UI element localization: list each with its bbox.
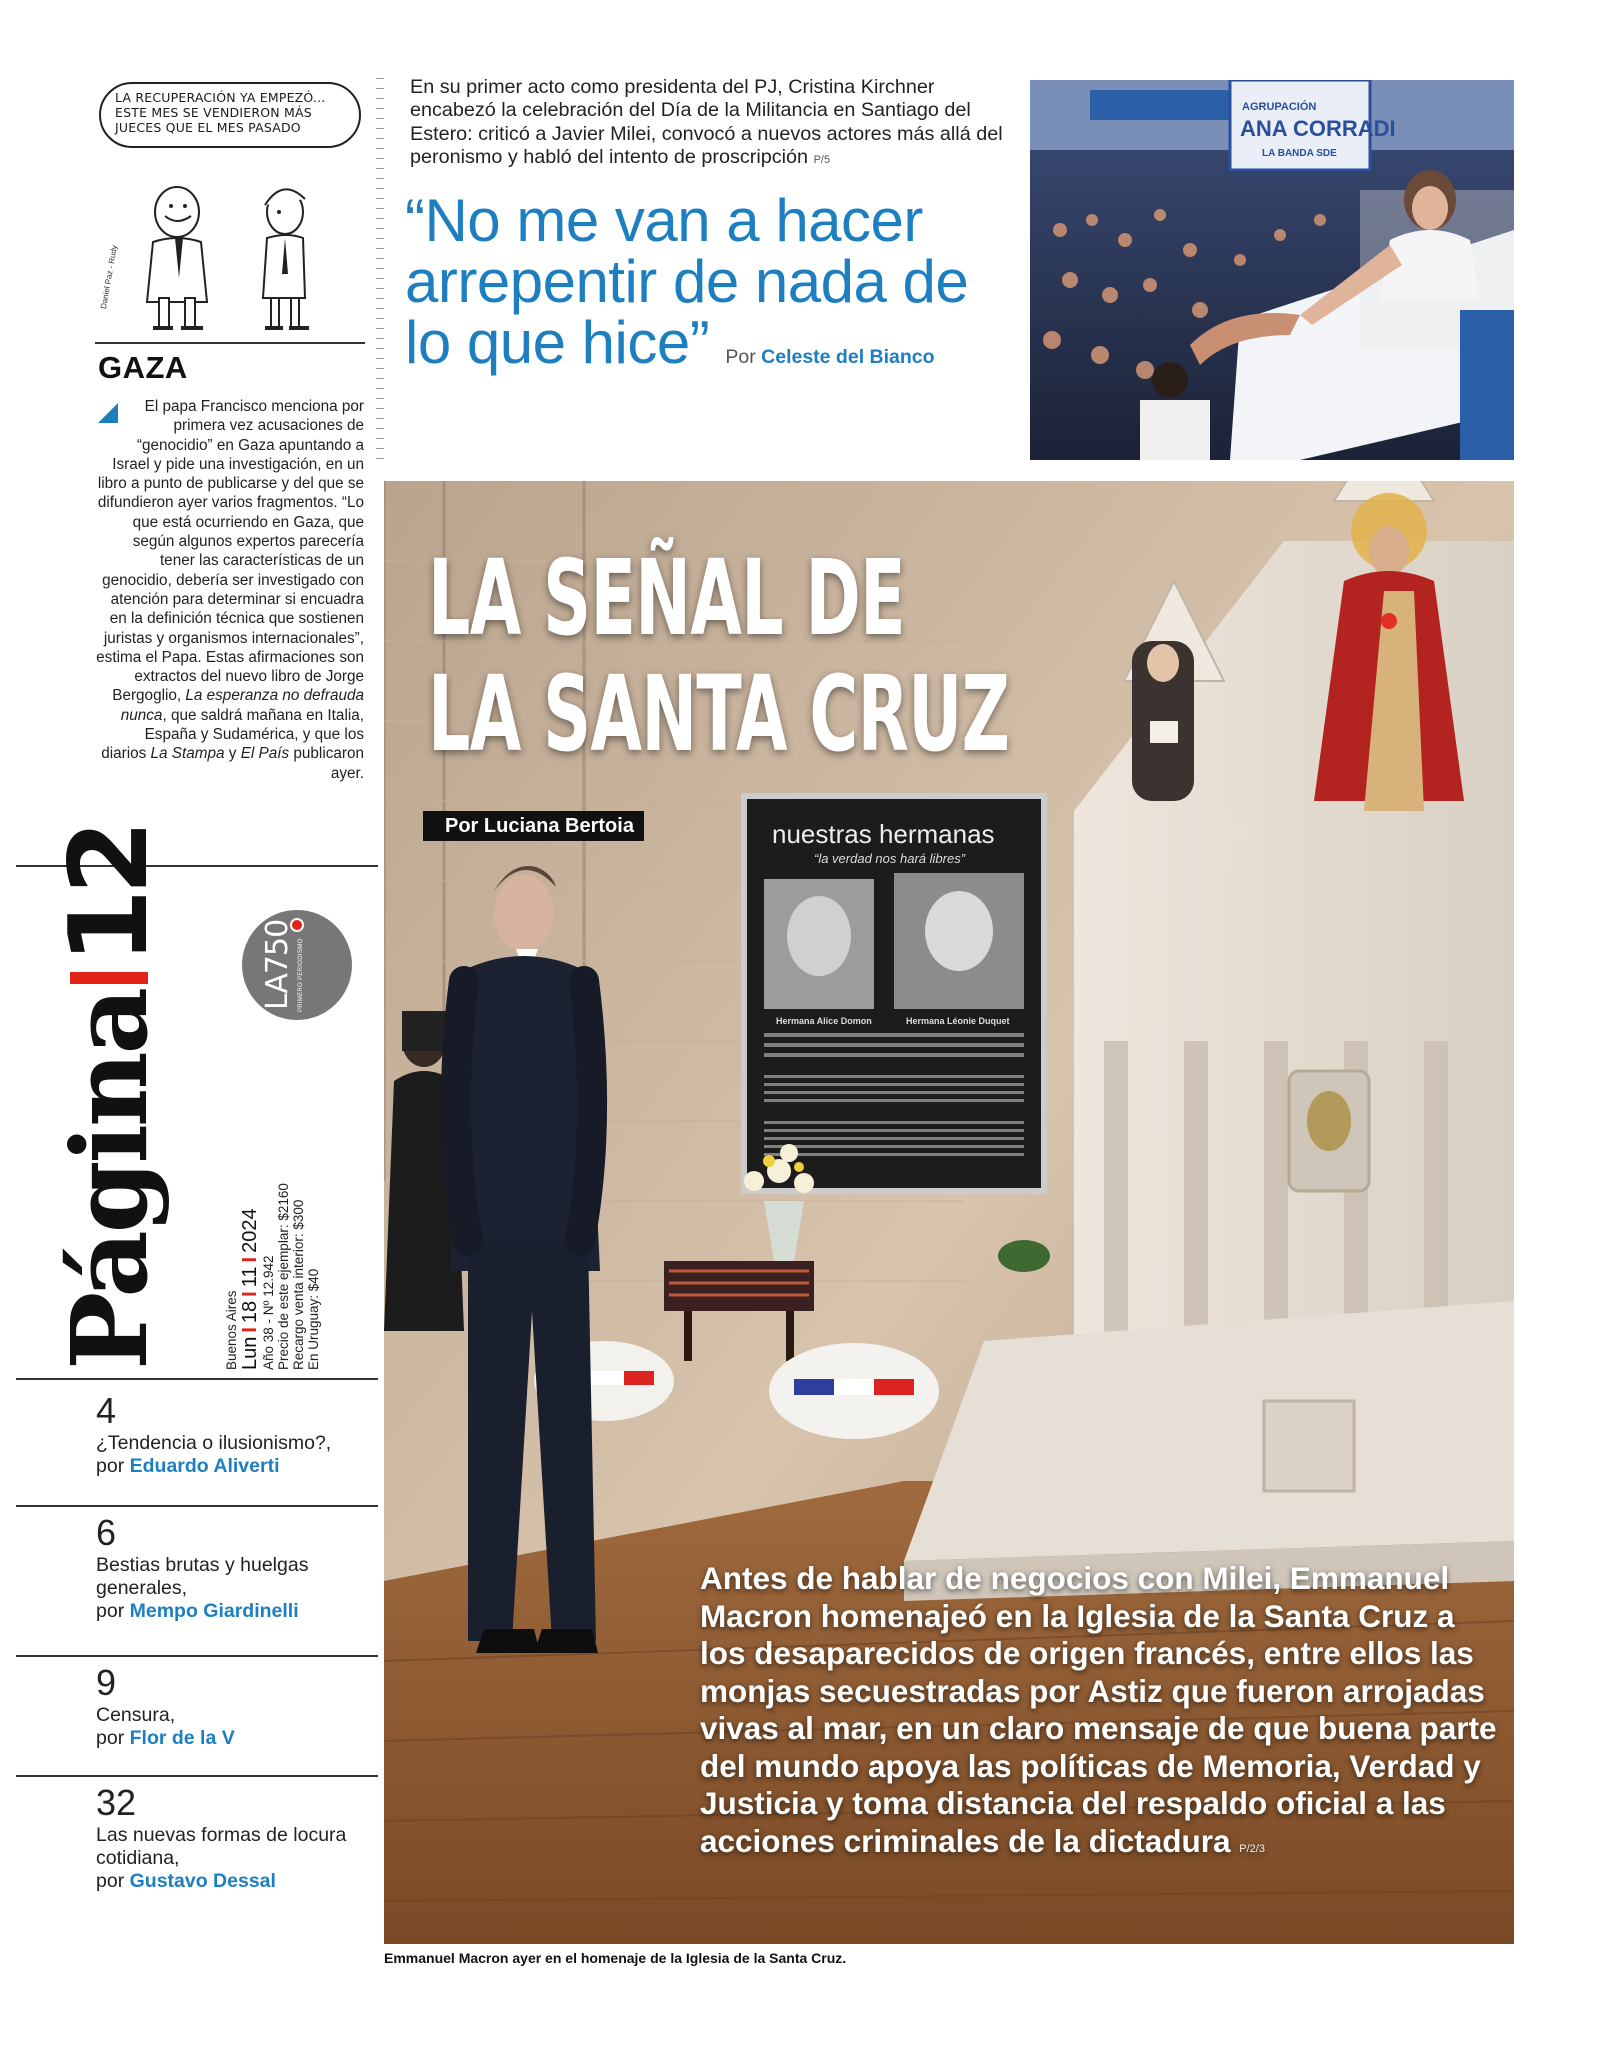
section-divider [95, 342, 365, 344]
index-divider [16, 1505, 378, 1507]
banner-text: ANA CORRADI [1240, 116, 1396, 141]
index-item[interactable]: 4 ¿Tendencia o ilusionismo?, por Eduardo Aliverti [96, 1392, 366, 1478]
logo-number: 12 [47, 825, 172, 964]
index-page: 9 [96, 1662, 117, 1703]
edition-surcharge: Recargo venta interior: $300 [291, 1199, 306, 1370]
index-author: Gustavo Dessal [129, 1870, 276, 1892]
memorial-sign-title: nuestras hermanas [772, 819, 995, 849]
cartoon-speech-bubble: LA RECUPERACIÓN YA EMPEZÓ... ESTE MES SE VENDIERON MÁS JUECES QUE EL MES PASADO [99, 82, 361, 148]
edition-price: Precio de este ejemplar: $2160 [276, 1183, 291, 1370]
index-title: Bestias brutas y huelgas generales, [96, 1554, 309, 1599]
memorial-sign-name: Hermana Alice Domon [776, 1016, 872, 1026]
banner-text: LA BANDA SDE [1262, 148, 1337, 159]
cartoon-drawing [95, 150, 365, 336]
index-title: ¿Tendencia o ilusionismo?, [96, 1432, 332, 1454]
main-byline: Por Luciana Bertoia [423, 811, 644, 841]
edition-date: LunI18I11I2024 [239, 1208, 261, 1370]
edition-issue: Año 38 - Nº 12.942 [261, 1255, 276, 1370]
index-item[interactable]: 9 Censura, por Flor de la V [96, 1664, 366, 1750]
page-reference: P/2/3 [1239, 1842, 1265, 1855]
newspaper-name: La Stampa [150, 745, 225, 763]
top-story-headline[interactable]: “No me van a hacer arrepentir de nada de lo que hice” Por Celeste del Bianco [405, 187, 969, 376]
top-story-kicker: En su primer acto como presidenta del PJ, Cristina Kirchner encabezó la celebración del Día de la Militancia en Santiago del Estero: criticó a Javier Milei, convocó a nuevos actores más allá del peronismo y habló del intento de proscripción P/5 [410, 76, 1003, 169]
banner-text: AGRUPACIÓN [1242, 101, 1317, 113]
logo-word: Página [48, 989, 171, 1370]
index-page: 32 [96, 1782, 137, 1823]
index-author: Mempo Giardinelli [129, 1600, 299, 1622]
index-item[interactable]: 6 Bestias brutas y huelgas generales, por Mempo Giardinelli [96, 1514, 366, 1623]
kirchner-rally-photo [1030, 80, 1514, 460]
radio-la750-logo: LA750 PRIMERO PERIODISMO [242, 910, 352, 1020]
index-page: 4 [96, 1390, 117, 1431]
index-title: Censura, [96, 1704, 176, 1726]
edition-uruguay-price: En Uruguay: $40 [306, 1268, 321, 1370]
index-divider [16, 1775, 378, 1777]
masthead-rule [16, 1378, 378, 1380]
memorial-sign-name: Hermana Léonie Duquet [906, 1016, 1010, 1026]
edition-city: Buenos Aires [224, 1290, 239, 1370]
book-title: La esperanza no defrauda nunca [120, 687, 364, 724]
top-story-byline: Por Celeste del Bianco [725, 346, 935, 368]
index-title: Las nuevas formas de locura cotidiana, [96, 1824, 347, 1869]
edition-info [224, 1040, 344, 1370]
newspaper-name: El País [240, 745, 290, 763]
logo-red-bar [70, 972, 148, 984]
masthead [16, 825, 378, 1380]
gaza-brief: El papa Francisco menciona por primera vez acusaciones de “genocidio” en Gaza apuntando a Israel y pide una investigación, en un libro a punto de publicarse y del que se difundieron ayer varios fragmentos. “Lo que está ocurriendo en Gaza, que según algunos expertos parecería tener las características de un genocidio, debería ser investigado con atención para determinar si encuadra en la definición técnica que sostienen juristas y organismos internacionales”, estima el Papa. Estas afirmaciones son extractos del nuevo libro de Jorge Bergoglio, La esperanza no defrauda nunca, que saldrá mañana en Italia, España y Sudamérica, y que los diarios La Stampa y El País publicaron ayer. [96, 398, 364, 782]
index-divider [16, 1655, 378, 1657]
page-reference: P/5 [813, 154, 831, 167]
index-author: Flor de la V [129, 1727, 235, 1749]
decorative-ruler [376, 78, 386, 468]
index-item[interactable]: 32 Las nuevas formas de locura cotidiana, por Gustavo Dessal [96, 1784, 366, 1893]
cartoon [95, 78, 365, 336]
cartoon-signature: Daniel Paz - Rudy [99, 244, 120, 310]
photo-caption: Emmanuel Macron ayer en el homenaje de la Iglesia de la Santa Cruz. [384, 1950, 847, 1966]
newspaper-logo [47, 825, 172, 1370]
main-story-lead: Antes de hablar de negocios con Milei, Emmanuel Macron homenajeó en la Iglesia de la Santa Cruz a los desaparecidos de origen francés, entre ellos las monjas secuestradas por Astiz que fueron arrojadas vivas al mar, en un claro mensaje de que buena parte del mundo apoya las políticas de Memoria, Verdad y Justicia y toma distancia del respaldo oficial a las acciones criminales de la dictadura P/2/3 [700, 1560, 1497, 1859]
index-page: 6 [96, 1512, 117, 1553]
main-headline[interactable]: LA SEÑAL DE LA SANTA CRUZ [428, 537, 1010, 775]
index-author: Eduardo Aliverti [129, 1455, 280, 1477]
section-title-gaza: GAZA [98, 350, 188, 385]
memorial-sign-subtitle: “la verdad nos hará libres” [814, 851, 966, 866]
